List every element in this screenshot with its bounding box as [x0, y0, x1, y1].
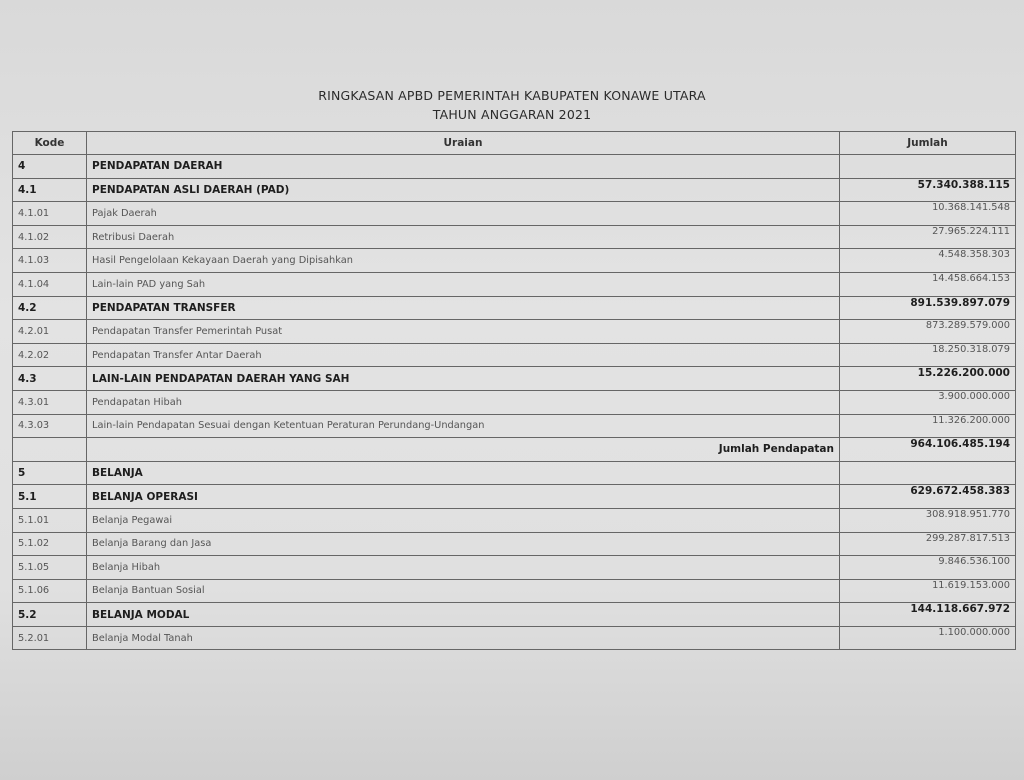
row-kode: 4.3.03 — [13, 414, 87, 438]
column-header-jumlah: Jumlah — [840, 132, 1016, 155]
table-row — [13, 249, 1016, 273]
row-kode: 5.1.02 — [13, 532, 87, 556]
row-uraian: Retribusi Daerah — [87, 225, 840, 249]
row-kode: 4.1.02 — [13, 225, 87, 249]
column-header-uraian: Uraian — [87, 132, 840, 155]
table-row — [13, 603, 1016, 627]
row-uraian: Pendapatan Transfer Pemerintah Pusat — [87, 320, 840, 344]
table-row — [13, 272, 1016, 296]
row-kode: 4.1.04 — [13, 272, 87, 296]
table-row — [13, 390, 1016, 414]
row-jumlah: 18.250.318.079 — [840, 343, 1016, 367]
row-jumlah: 308.918.951.770 — [840, 508, 1016, 532]
row-uraian: Belanja Hibah — [87, 556, 840, 580]
row-kode: 4.1 — [13, 178, 87, 202]
table-header-row — [13, 132, 1016, 155]
table-row — [13, 579, 1016, 603]
row-uraian: Hasil Pengelolaan Kekayaan Daerah yang Dipisahkan — [87, 249, 840, 273]
row-jumlah: 27.965.224.111 — [840, 225, 1016, 249]
table-row — [13, 508, 1016, 532]
row-jumlah: 3.900.000.000 — [840, 390, 1016, 414]
row-uraian: BELANJA MODAL — [87, 603, 840, 627]
row-jumlah: 873.289.579.000 — [840, 320, 1016, 344]
table-row — [13, 532, 1016, 556]
row-uraian: Pendapatan Transfer Antar Daerah — [87, 343, 840, 367]
row-uraian: BELANJA OPERASI — [87, 485, 840, 509]
table-row — [13, 296, 1016, 320]
row-jumlah: 629.672.458.383 — [840, 485, 1016, 509]
row-jumlah: 57.340.388.115 — [840, 178, 1016, 202]
row-jumlah: 891.539.897.079 — [840, 296, 1016, 320]
row-kode: 5.1 — [13, 485, 87, 509]
row-uraian: PENDAPATAN TRANSFER — [87, 296, 840, 320]
row-jumlah: 299.287.817.513 — [840, 532, 1016, 556]
document-title: RINGKASAN APBD PEMERINTAH KABUPATEN KONAWE UTARA — [318, 88, 706, 103]
row-jumlah: 1.100.000.000 — [840, 626, 1016, 650]
apbd-summary-table — [12, 131, 1016, 650]
row-uraian: Belanja Bantuan Sosial — [87, 579, 840, 603]
column-header-kode: Kode — [13, 132, 87, 155]
row-jumlah: 11.326.200.000 — [840, 414, 1016, 438]
row-kode — [13, 438, 87, 462]
row-uraian: Lain-lain Pendapatan Sesuai dengan Ketentuan Peraturan Perundang-Undangan — [87, 414, 840, 438]
total-value: 964.106.485.194 — [840, 438, 1016, 462]
row-jumlah: 14.458.664.153 — [840, 272, 1016, 296]
row-jumlah: 4.548.358.303 — [840, 249, 1016, 273]
row-kode: 4.1.03 — [13, 249, 87, 273]
row-kode: 4.3 — [13, 367, 87, 391]
row-uraian: BELANJA — [87, 461, 840, 485]
row-jumlah — [840, 461, 1016, 485]
row-kode: 4 — [13, 155, 87, 179]
row-uraian: Pendapatan Hibah — [87, 390, 840, 414]
row-kode: 5.1.01 — [13, 508, 87, 532]
row-uraian: PENDAPATAN DAERAH — [87, 155, 840, 179]
table-row — [13, 556, 1016, 580]
table-row — [13, 225, 1016, 249]
row-jumlah: 11.619.153.000 — [840, 579, 1016, 603]
row-uraian: Lain-lain PAD yang Sah — [87, 272, 840, 296]
row-kode: 4.3.01 — [13, 390, 87, 414]
row-kode: 4.2.02 — [13, 343, 87, 367]
row-uraian: LAIN-LAIN PENDAPATAN DAERAH YANG SAH — [87, 367, 840, 391]
row-jumlah: 10.368.141.548 — [840, 202, 1016, 226]
row-jumlah: 15.226.200.000 — [840, 367, 1016, 391]
row-kode: 5.1.06 — [13, 579, 87, 603]
row-kode: 4.2 — [13, 296, 87, 320]
row-kode: 4.2.01 — [13, 320, 87, 344]
table-row — [13, 178, 1016, 202]
row-uraian: PENDAPATAN ASLI DAERAH (PAD) — [87, 178, 840, 202]
row-kode: 4.1.01 — [13, 202, 87, 226]
row-jumlah: 144.118.667.972 — [840, 603, 1016, 627]
table-row — [13, 367, 1016, 391]
table-row — [13, 414, 1016, 438]
row-kode: 5.2.01 — [13, 626, 87, 650]
table-row — [13, 155, 1016, 179]
row-kode: 5 — [13, 461, 87, 485]
document-subtitle: TAHUN ANGGARAN 2021 — [432, 107, 592, 122]
table-row — [13, 320, 1016, 344]
table-row — [13, 343, 1016, 367]
total-label: Jumlah Pendapatan — [87, 438, 840, 462]
row-uraian: Belanja Barang dan Jasa — [87, 532, 840, 556]
table-row — [13, 485, 1016, 509]
table-row — [13, 461, 1016, 485]
row-kode: 5.2 — [13, 603, 87, 627]
row-kode: 5.1.05 — [13, 556, 87, 580]
row-uraian: Pajak Daerah — [87, 202, 840, 226]
row-jumlah — [840, 155, 1016, 179]
table-row — [13, 626, 1016, 650]
row-uraian: Belanja Pegawai — [87, 508, 840, 532]
row-uraian: Belanja Modal Tanah — [87, 626, 840, 650]
total-row — [13, 438, 1016, 462]
table-row — [13, 202, 1016, 226]
row-jumlah: 9.846.536.100 — [840, 556, 1016, 580]
